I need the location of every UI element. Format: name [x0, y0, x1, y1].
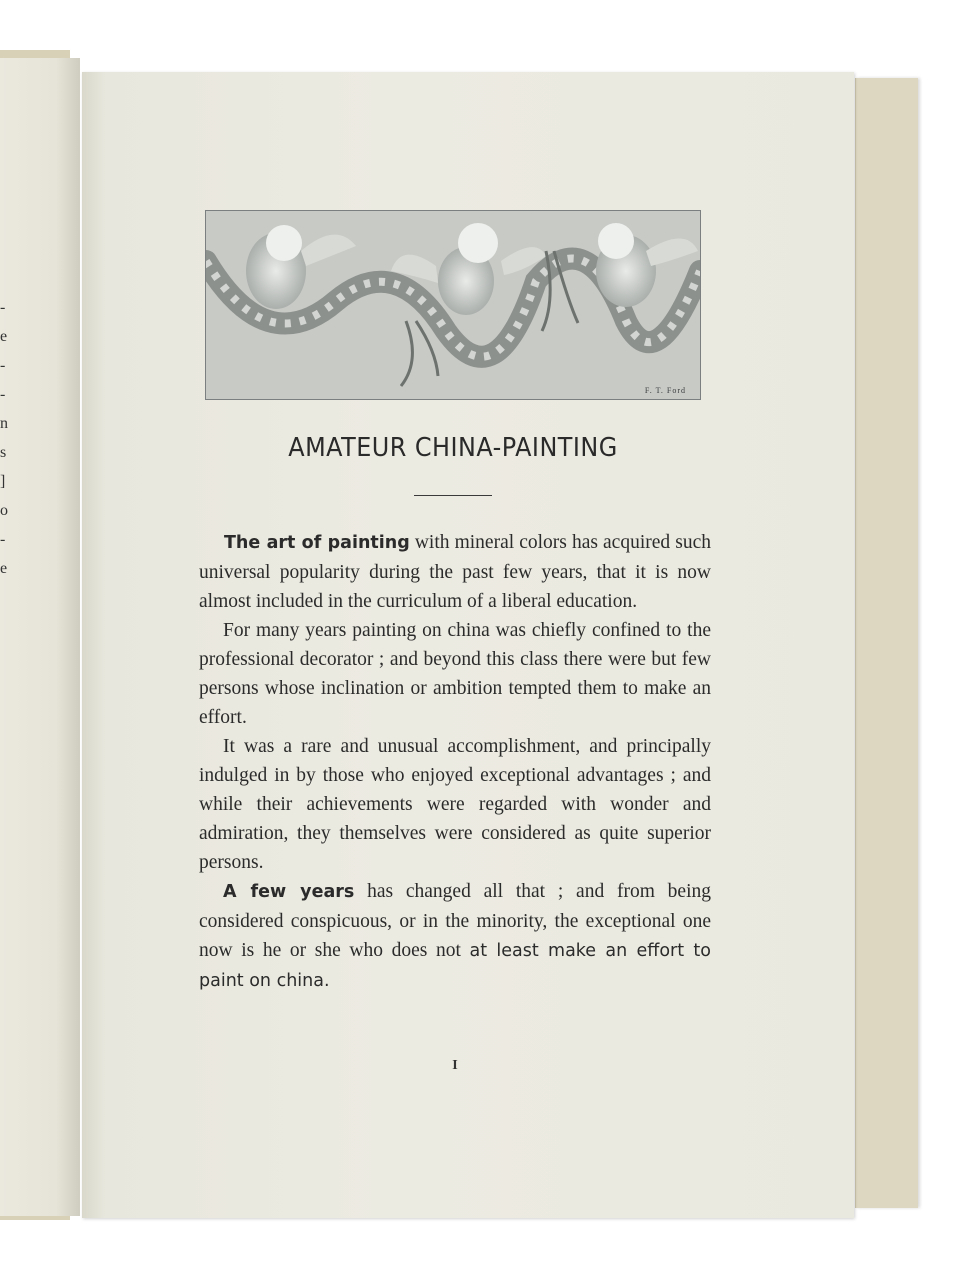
- edge-char: n: [0, 415, 8, 432]
- cherub-frieze-illustration: [205, 210, 701, 400]
- chapter-title: AMATEUR CHINA-PAINTING: [288, 433, 618, 463]
- paragraph-4: [199, 877, 711, 996]
- paragraph-rest: with mineral colors has acquired such universal popularity during the past few years, that it is now almost included in the curriculum of a liberal education.: [199, 532, 711, 612]
- edge-char: -: [0, 299, 6, 316]
- edge-char: s: [0, 444, 7, 461]
- title-rule: [414, 495, 492, 496]
- edge-char: e: [0, 328, 8, 345]
- paragraph-3: It was a rare and unusual accomplishment, and principally indulged in by those who enjoyed exceptional advantages ; and while their achievements were regarded with wonder and admiration, they themselves were considered as quite superior persons.: [199, 736, 711, 873]
- paragraph-rest: has changed all that ; and from being considered conspicuous, or in the minority, the exceptional one now is he or she who does not: [199, 881, 711, 961]
- page-number: I: [452, 1058, 458, 1073]
- edge-char: o: [0, 502, 8, 519]
- edge-char: -: [0, 531, 6, 548]
- paragraph-2: For many years painting on china was chiefly confined to the professional decorator ; and beyond this class there were but few persons whose inclination or ambition tempted them to make an effort.: [199, 620, 711, 728]
- edge-char: e: [0, 560, 8, 577]
- paragraph-tail: at least make an effort to paint on china.: [199, 941, 711, 991]
- left-page: [0, 58, 80, 1216]
- paragraph-lead: The art of painting: [224, 533, 410, 553]
- illustration-signature: F. T. Ford: [644, 386, 686, 395]
- edge-char: ]: [0, 473, 6, 490]
- paragraph-lead: A few years: [223, 882, 355, 902]
- book-cover-right: [855, 78, 918, 1208]
- body-text: [199, 528, 711, 996]
- paragraph-1: [199, 528, 711, 616]
- edge-char: -: [0, 357, 6, 374]
- left-page-edge-text: [0, 293, 12, 583]
- edge-char: -: [0, 386, 6, 403]
